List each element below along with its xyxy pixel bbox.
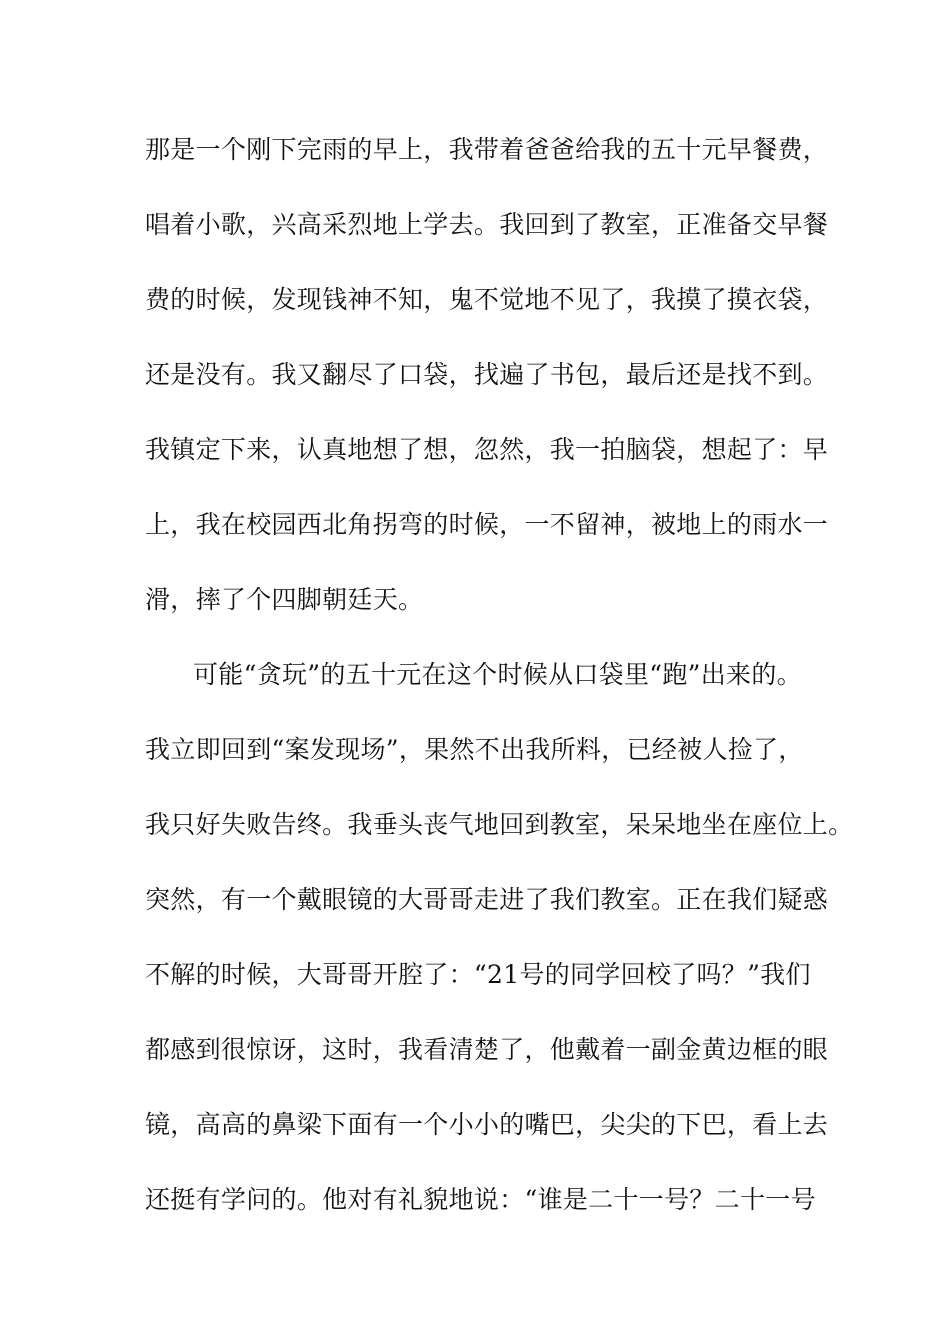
text-line: 还挺有学问的。他对有礼貌地说：“谁是二十一号？二十一号 [145, 1185, 816, 1214]
text-line: 我只好失败告终。我垂头丧气地回到教室，呆呆地坐在座位上。 [145, 810, 854, 839]
text-line: 还是没有。我又翻尽了口袋，找遍了书包，最后还是找不到。 [145, 360, 829, 389]
text-line: 都感到很惊讶，这时，我看清楚了，他戴着一副金黄边框的眼 [145, 1035, 829, 1064]
text-line: 突然，有一个戴眼镜的大哥哥走进了我们教室。正在我们疑惑 [145, 885, 829, 914]
text-line: 唱着小歌，兴高采烈地上学去。我回到了教室，正准备交早餐 [145, 210, 829, 239]
text-line: 我立即回到“案发现场”，果然不出我所料，已经被人捡了， [145, 735, 804, 764]
text-line: 费的时候，发现钱神不知，鬼不觉地不见了，我摸了摸衣袋， [145, 285, 829, 314]
text-line: 滑，摔了个四脚朝廷天。 [145, 585, 424, 614]
text-line: 镜，高高的鼻梁下面有一个小小的嘴巴，尖尖的下巴，看上去 [145, 1110, 829, 1139]
text-line: 那是一个刚下完雨的早上，我带着爸爸给我的五十元早餐费， [145, 135, 829, 164]
paragraph-first-line: 可能“贪玩”的五十元在这个时候从口袋里“跑”出来的。 [193, 660, 802, 689]
text-line: 上，我在校园西北角拐弯的时候，一不留神，被地上的雨水一 [145, 510, 829, 539]
text-line: 我镇定下来，认真地想了想，忽然，我一拍脑袋，想起了：早 [145, 435, 829, 464]
text-line: 不解的时候，大哥哥开腔了：“21号的同学回校了吗？”我们 [145, 960, 811, 989]
